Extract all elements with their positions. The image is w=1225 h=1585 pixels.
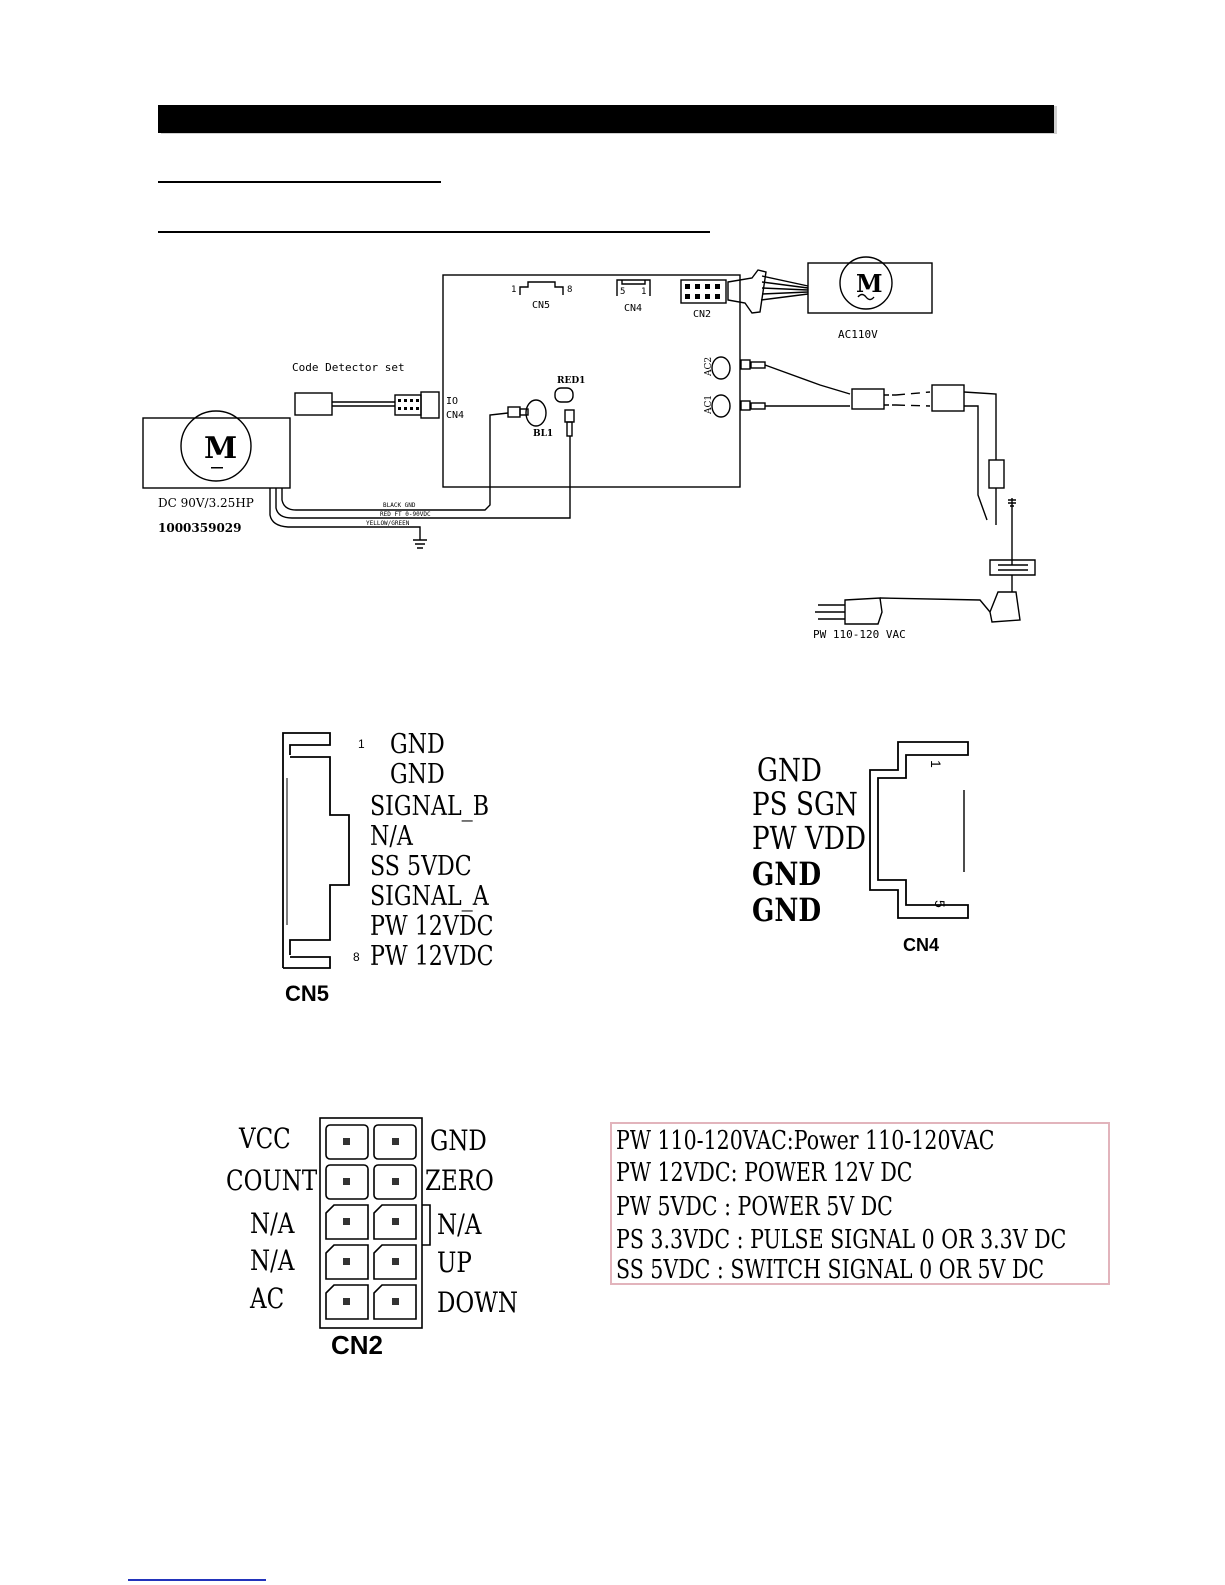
io-cn4-label: CN4 <box>446 410 465 421</box>
cn2-title: CN2 <box>331 1330 384 1360</box>
wire-black-label: BLACK GND <box>383 502 416 509</box>
cn2-left-pin-label: N/A <box>250 1207 295 1240</box>
cn2-right-pin-label: DOWN <box>437 1286 518 1319</box>
cn2-left-pin-label: VCC <box>239 1122 291 1155</box>
ac-motor-label: AC110V <box>838 328 878 341</box>
legend-line: PW 12VDC: POWER 12V DC <box>616 1158 913 1188</box>
cn2-right-pin-label: GND <box>430 1124 487 1157</box>
legend-line: PW 110-120VAC:Power 110-120VAC <box>616 1126 995 1156</box>
dc-motor-rating: DC 90V/3.25HP <box>158 496 254 510</box>
bl1-label: BL1 <box>533 429 554 439</box>
board-cn2-label: CN2 <box>693 309 712 320</box>
dc-motor-symbol: M <box>204 431 238 466</box>
cn5-pin-label: SIGNAL_A <box>370 881 489 912</box>
cn5-pin-label: GND <box>390 759 445 790</box>
cn5-pin-label: N/A <box>370 821 413 852</box>
wire-ground-label: YELLOW/GREEN <box>366 520 410 527</box>
red1-label: RED1 <box>557 376 586 386</box>
cn4-pin-right: 1 <box>641 287 647 297</box>
legend-line: PS 3.3VDC : PULSE SIGNAL 0 OR 3.3V DC <box>616 1225 1067 1255</box>
io-label: IO <box>446 396 459 407</box>
cn5-pin-last: 8 <box>567 285 573 295</box>
cn4-title: CN4 <box>903 935 940 955</box>
board-cn4-label: CN4 <box>624 303 643 314</box>
cn4-pin-label: PS SGN <box>752 785 858 823</box>
cn2-right-pin-label: UP <box>437 1246 472 1279</box>
ac1-label: AC1 <box>704 394 714 414</box>
cn2-left-pin-label: N/A <box>250 1244 295 1277</box>
cn5-pin-1-marker: 1 <box>358 737 365 751</box>
cn4-pin-label: GND <box>757 751 822 789</box>
cn5-pin-label: SS 5VDC <box>370 851 472 882</box>
code-detector-label: Code Detector set <box>292 361 405 374</box>
footer-link-underline[interactable] <box>128 1579 266 1581</box>
cn4-pin-5-marker: 5 <box>932 900 948 908</box>
power-plug-label: PW 110-120 VAC <box>813 628 906 641</box>
cn4-pin-label: PW VDD <box>752 819 866 857</box>
cn4-pin-left: 5 <box>620 287 626 297</box>
cn5-pin-label: PW 12VDC <box>370 941 494 972</box>
cn5-pin-label: PW 12VDC <box>370 911 494 942</box>
ac2-label: AC2 <box>704 356 714 376</box>
legend-line: SS 5VDC : SWITCH SIGNAL 0 OR 5V DC <box>616 1255 1045 1285</box>
cn5-title: CN5 <box>285 981 330 1006</box>
dc-motor-part-number: 1000359029 <box>158 521 242 535</box>
ac-motor-symbol: M <box>856 269 883 298</box>
legend-line: PW 5VDC : POWER 5V DC <box>616 1192 893 1222</box>
cn5-pin-label: SIGNAL_B <box>370 791 490 822</box>
cn2-right-pin-label: ZERO <box>425 1164 494 1197</box>
cn2-left-pin-label: AC <box>250 1282 285 1315</box>
legend-box <box>610 1122 1110 1285</box>
cn4-pin-label: GND <box>752 891 822 929</box>
cn4-pin-label: GND <box>752 855 822 893</box>
board-cn5-label: CN5 <box>532 300 551 311</box>
cn4-pin-1-marker: 1 <box>928 760 944 768</box>
cn5-pin-label: GND <box>390 729 445 760</box>
cn5-pin-8-marker: 8 <box>353 950 360 964</box>
cn5-pin-first: 1 <box>511 285 517 295</box>
cn2-left-pin-label: COUNT <box>226 1164 318 1197</box>
cn2-right-pin-label: N/A <box>437 1208 482 1241</box>
wire-red-label: RED FT 0-90VDC <box>380 511 431 518</box>
